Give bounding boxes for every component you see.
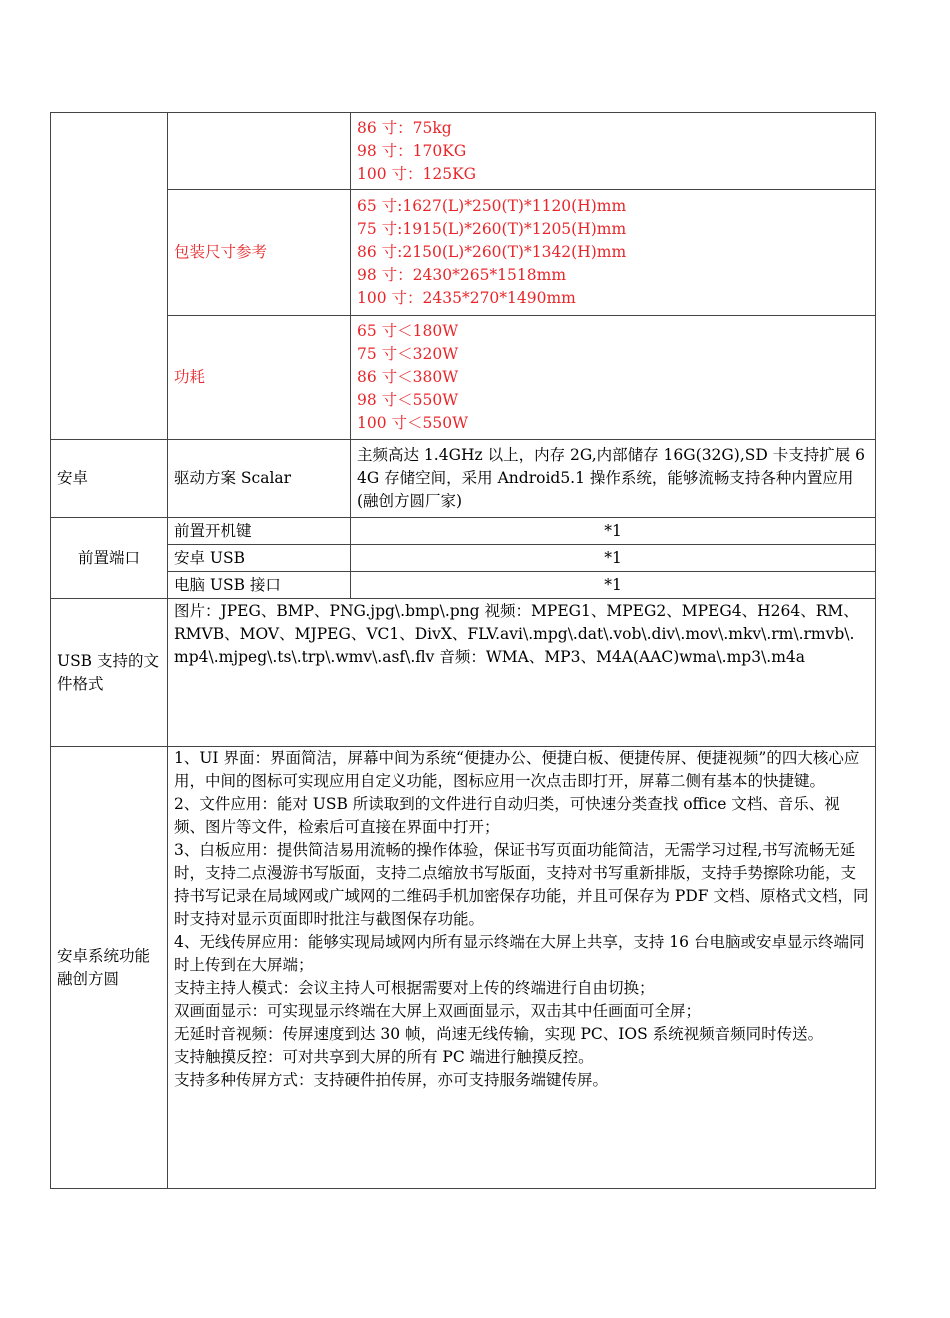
package-line: 65 寸:1627(L)*250(T)*1120(H)mm [357,197,627,215]
function-paragraph: 支持主持人模式：会议主持人可根据需要对上传的终端进行自由切换； [174,979,655,997]
front-port-label: 安卓 USB [168,545,351,572]
package-line: 100 寸：2435*270*1490mm [357,289,576,307]
function-paragraph: 无延时音视频：传屏速度到达 30 帧，尚速无线传输，实现 PC、IOS 系统视频音频同时传送。 [174,1025,824,1043]
function-paragraph: 1、UI 界面：界面简洁，屏幕中间为系统“便捷办公、便捷白板、便捷传屏、便捷视频”的四大核心应用，中间的图标可实现应用自定义功能，图标应用一次点击即打开，屏幕二侧有基本的快捷键。 [174,749,860,790]
package-line: 75 寸:1915(L)*260(T)*1205(H)mm [357,220,627,238]
usb-formats-category: USB 支持的文件格式 [51,599,168,747]
spec-table [50,112,876,1189]
power-line: 75 寸＜320W [357,345,459,363]
power-line: 100 寸＜550W [357,414,469,432]
android-system-category: 安卓系统功能融创方圆 [51,747,168,1189]
function-paragraph: 支持触摸反控：可对共享到大屏的所有 PC 端进行触摸反控。 [174,1048,594,1066]
android-system-value [168,747,876,1189]
weight-line: 100 寸：125KG [357,164,477,183]
front-port-row [51,545,876,572]
function-paragraph: 2、文件应用：能对 USB 所读取到的文件进行自动归类，可快速分类查找 office 文档、音乐、视频、图片等文件，检索后可直接在界面中打开； [174,795,840,836]
function-paragraph: 3、白板应用：提供简洁易用流畅的操作体验，保证书写页面功能简洁，无需学习过程,书写流畅无延时，支持二点漫游书写版面，支持二点缩放书写版面，支持对书写重新排版，支持手势擦除功能，支持书写记录在局域网或广域网的二维码手机加密保存功能，并且可保存为 PDF 文档、原格式文档，同时支持对显示页面即时批注与截图保存功能。 [174,841,869,928]
android-label: 驱动方案 Scalar [168,440,351,518]
function-paragraph: 4、无线传屏应用：能够实现局域网内所有显示终端在大屏上共享，支持 16 台电脑或安卓显示终端同时上传到在大屏端； [174,933,865,974]
front-port-value: *1 [351,518,876,545]
category-cell-empty [51,113,168,440]
weight-row [51,113,876,190]
function-paragraph: 支持多种传屏方式：支持硬件拍传屏，亦可支持服务端键传屏。 [174,1071,609,1089]
power-line: 86 寸＜380W [357,368,459,386]
power-values [351,316,876,440]
power-line: 65 寸＜180W [357,322,459,340]
package-label: 包装尺寸参考 [168,190,351,316]
power-line: 98 寸＜550W [357,391,459,409]
usb-formats-row [51,599,876,747]
front-port-row [51,518,876,545]
weight-line: 98 寸：170KG [357,141,467,160]
power-label: 功耗 [168,316,351,440]
package-line: 86 寸:2150(L)*260(T)*1342(H)mm [357,243,627,261]
power-row [51,316,876,440]
front-port-label: 电脑 USB 接口 [168,572,351,599]
usb-formats-value: 图片：JPEG、BMP、PNG.jpg\.bmp\.png 视频：MPEG1、MPEG2、MPEG4、H264、RM、RMVB、MOV、MJPEG、VC1、DivX、FLV.avi\.mpg\.dat\.vob\.div\.mov\.mkv\.rm\.rmvb\.mp4\.mjpeg\.ts\.trp\.wmv\.asf\.flv 音频：WMA、MP3、M4A(AAC)wma\.mp3\.m4a [168,599,876,747]
front-port-row [51,572,876,599]
android-row [51,440,876,518]
android-value: 主频高达 1.4GHz 以上，内存 2G,内部储存 16G(32G),SD 卡支持扩展 64G 存储空间，采用 Android5.1 操作系统，能够流畅支持各种内置应用(融创方圆厂家) [351,440,876,518]
package-line: 98 寸：2430*265*1518mm [357,266,567,284]
front-ports-category: 前置端口 [51,518,168,599]
weight-values [351,113,876,190]
package-row [51,190,876,316]
weight-line: 86 寸：75kg [357,118,452,137]
front-port-value: *1 [351,572,876,599]
package-values [351,190,876,316]
function-paragraph: 双画面显示：可实现显示终端在大屏上双画面显示，双击其中任画面可全屏； [174,1002,702,1020]
front-port-value: *1 [351,545,876,572]
label-cell-empty [168,113,351,190]
android-category: 安卓 [51,440,168,518]
front-port-label: 前置开机键 [168,518,351,545]
android-system-row [51,747,876,1189]
